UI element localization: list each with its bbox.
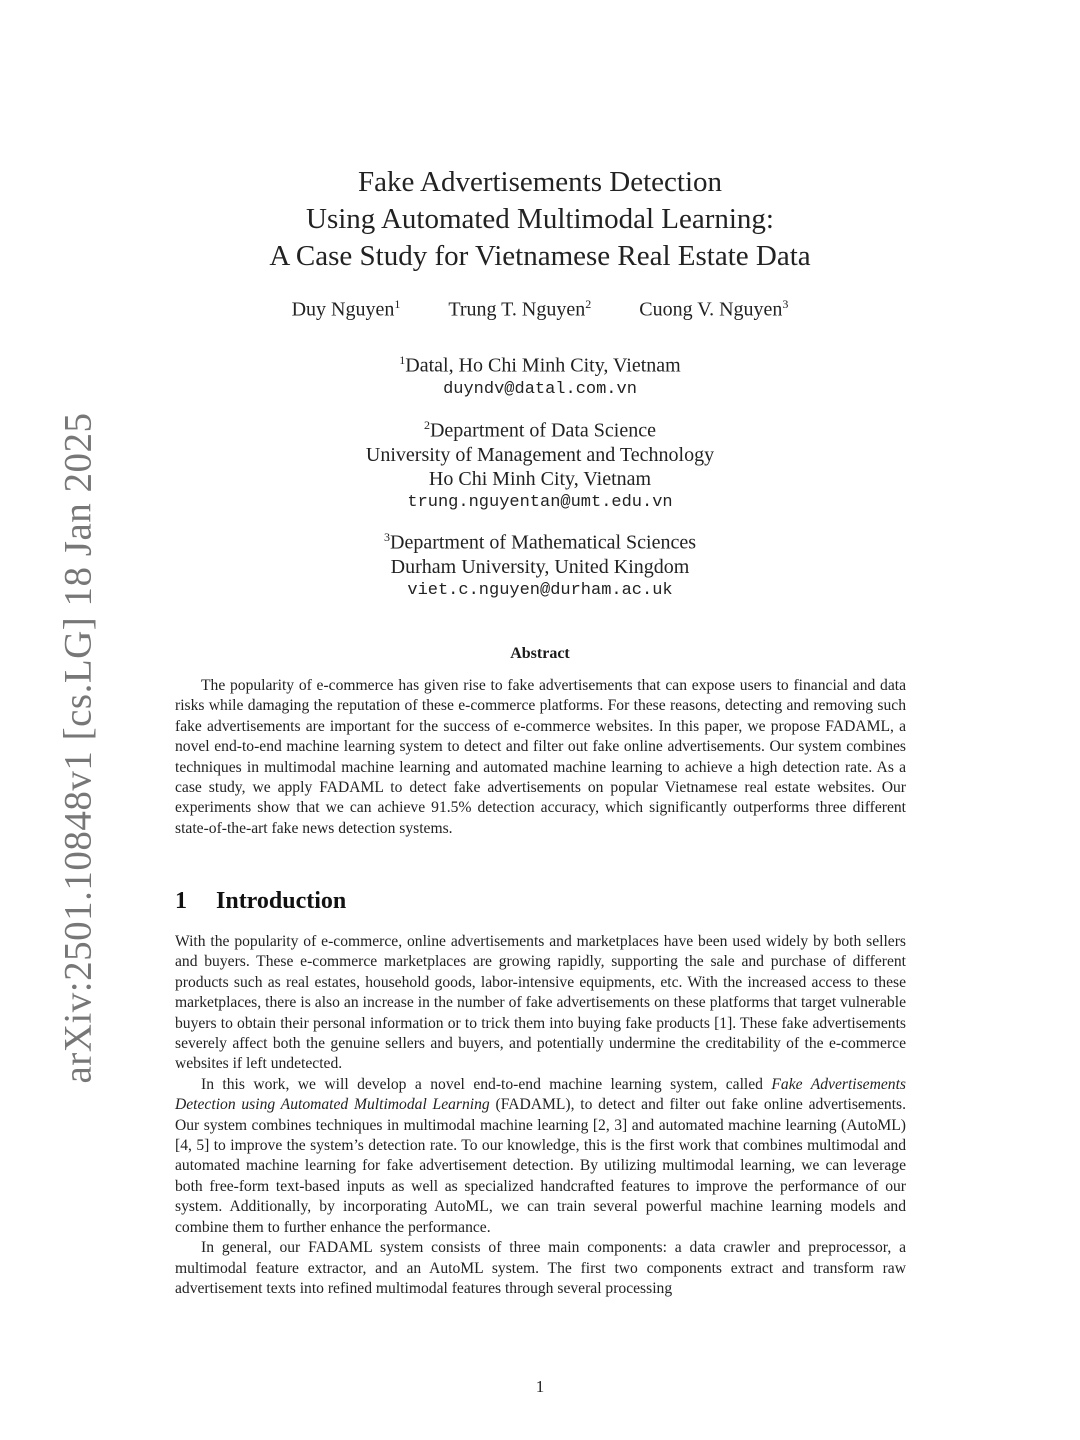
affiliation-1: $^1$Datal, Ho Chi Minh City, Vietnam duyndv@datal.com.vn bbox=[200, 348, 880, 402]
author-email[interactable]: duyndv@datal.com.vn bbox=[443, 379, 637, 399]
abstract-heading: Abstract bbox=[510, 645, 570, 662]
page-number: 1 bbox=[535, 1377, 545, 1396]
title-line-3: A Case Study for Vietnamese Real Estate Data bbox=[269, 240, 811, 272]
author-email[interactable]: viet.c.nguyen@durham.ac.uk bbox=[407, 580, 673, 600]
paragraph: With the popularity of e-commerce, online advertisements and marketplaces have been used widely by both sellers and buyers. These e-commerce marketplaces are growing rapidly, supporting the sale and purchase of different products such as real estates, household goods, labor-intensive equipments, etc. With the increased access to these marketplaces, there is also an increase in the number of fake advertisements on these platforms that target vulnerable buyers to obtain their personal information or to trick them into buying fake products [1]. These fake advertisements severely affect both the genuine sellers and buyers, and potentially undermine the creditability of the e-commerce websites if left undetected. bbox=[175, 933, 906, 1073]
paragraph: In this work, we will develop a novel end-to-end machine learning system, called Fake Advertisements Detection using Automated Multimodal Learning (FADAML), to detect and filter out fake online advertisements. Our system combines techniques in multimodal machine learning [2, 3] and automated machine learning (AutoML) [4, 5] to improve the system’s detection rate. To our knowledge, this is the first work that combines multimodal and automated machine learning for fake advertisement detection. By utilizing multimodal learning, we can leverage both free-form text-based inputs as well as specialized handcrafted features to improve the performance of our system. Additionally, by incorporating AutoML, we can train several powerful machine learning models and combine them to further enhance the performance. bbox=[175, 1075, 906, 1236]
author: Cuong V. Nguyen$^3$ bbox=[639, 297, 789, 321]
introduction-body bbox=[175, 932, 906, 1299]
system-name-emphasis: Fake Advertisements Detection using Automated Multimodal Learning bbox=[175, 1075, 906, 1114]
author: Trung T. Nguyen$^2$ bbox=[448, 297, 592, 321]
section-title: Introduction bbox=[216, 888, 347, 914]
affiliation-2: $^2$Department of Data Science University of Management and Technology Ho Chi Minh City, Vietnam trung.nguyentan@umt.edu.vn bbox=[200, 413, 880, 515]
section-number: 1 bbox=[175, 888, 187, 914]
section-heading bbox=[175, 888, 346, 915]
author-list bbox=[160, 297, 920, 322]
title-line-2: Using Automated Multimodal Learning: bbox=[306, 203, 774, 235]
author: Duy Nguyen$^1$ bbox=[291, 297, 401, 321]
paragraph: In general, our FADAML system consists of three main components: a data crawler and preprocessor, a multimodal feature extractor, and an AutoML system. The first two components extract and transform raw advertisement texts into refined multimodal features through several processing bbox=[175, 1239, 906, 1297]
affiliation-3: $^3$Department of Mathematical Sciences Durham University, United Kingdom viet.c.nguyen@durham.ac.uk bbox=[200, 525, 880, 603]
paper-title bbox=[160, 164, 920, 275]
author-email[interactable]: trung.nguyentan@umt.edu.vn bbox=[407, 492, 673, 512]
abstract-text: The popularity of e-commerce has given rise to fake advertisements that can expose users to financial and data risks while damaging the reputation of these e-commerce platforms. For these reasons, detecting and removing such fake advertisements are important for the success of e-commerce websites. In this paper, we propose FADAML, a novel end-to-end machine learning system to detect and filter out fake online advertisements. Our system combines techniques in multimodal machine learning and automated machine learning to achieve a high detection rate. As a case study, we apply FADAML to detect fake advertisements on popular Vietnamese real estate websites. Our experiments show that we can achieve 91.5% detection accuracy, which significantly outperforms three different state-of-the-art fake news detection systems. bbox=[175, 677, 906, 837]
arxiv-identifier-stamp[interactable]: arXiv:2501.10848v1 [cs.LG] 18 Jan 2025 bbox=[56, 412, 100, 1084]
title-line-1: Fake Advertisements Detection bbox=[357, 166, 722, 198]
